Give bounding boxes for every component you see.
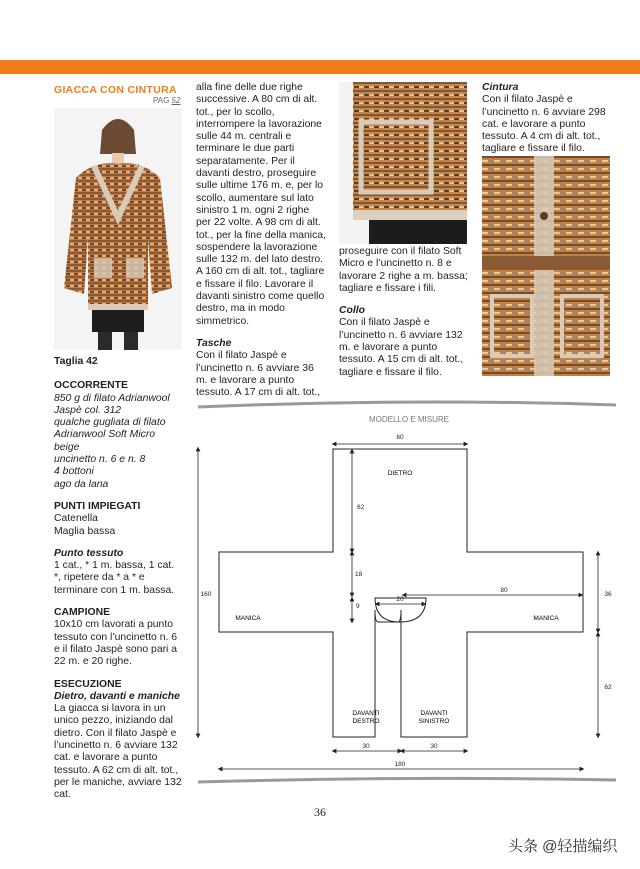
- label-davanti-destro-1: DAVANTI: [352, 710, 380, 717]
- label-davanti-sinistro-2: SINISTRO: [418, 718, 450, 725]
- instructions-column-2: [196, 82, 326, 399]
- cintura-heading: Cintura: [482, 82, 519, 93]
- tasche-heading: Tasche: [196, 337, 232, 349]
- instructions-column-3: [339, 246, 469, 379]
- collo-text: Con il filato Jaspè e l’uncinetto n. 6 avviare 132 m. e lavorare a punto tessuto. A 15 cm di alt. tot., tagliare e fissare il filo.: [339, 317, 464, 378]
- esecuzione-subheading: Dietro, davanti e maniche: [54, 690, 180, 702]
- punti-line: Catenella: [54, 513, 98, 525]
- pattern-diagram: [0, 392, 640, 792]
- watermark: 头条 @轻描编织: [508, 838, 618, 855]
- occorrente-line: 4 bottoni: [54, 466, 94, 478]
- dim-back-height: 62: [357, 504, 365, 511]
- cintura-text: Con il filato Jaspè e l’uncinetto n. 6 avviare 298 cat. e lavorare a punto tessuto. A 4 cm di alt. tot., tagliare e fissare il filo.: [482, 94, 606, 155]
- dim-neck-depth: 18: [355, 571, 363, 578]
- bottom-brush-stroke: [198, 778, 616, 782]
- dim-top-width: 60: [396, 434, 404, 441]
- occorrente-line: Jaspè col. 312: [54, 404, 122, 416]
- occorrente-line: qualche gugliata di filato: [54, 417, 166, 429]
- esecuzione-text: La giacca si lavora in un unico pezzo, iniziando dal dietro. Con il filato Jaspè e l’uncinetto n. 6 avviare 132 cat. e lavorare a punto tessuto. A 62 cm di alt. tot., per le maniche, avviare 132 cat.: [54, 703, 182, 801]
- label-davanti-sinistro-1: DAVANTI: [420, 710, 448, 717]
- tasche-text: Con il filato Jaspè e l’uncinetto n. 6 avviare 36 m. e lavorare a punto tessuto. A 17 cm di alt. tot.,: [196, 350, 321, 399]
- label-manica-left: MANICA: [235, 615, 261, 622]
- top-accent-bar: [0, 60, 640, 74]
- punto-tessuto-heading: Punto tessuto: [54, 547, 124, 559]
- label-dietro: DIETRO: [387, 470, 413, 477]
- label-davanti-destro-2: DESTRO: [352, 718, 380, 725]
- dim-neck-9: 9: [356, 603, 360, 610]
- dim-total-height: 160: [200, 591, 212, 598]
- occorrente-heading: OCCORRENTE: [54, 380, 128, 392]
- collo-heading: Collo: [339, 305, 365, 317]
- occorrente-line: ago da lana: [54, 478, 109, 490]
- pocket-detail-photo: [339, 82, 467, 244]
- model-photo: [54, 108, 182, 350]
- campione-text: 10x10 cm lavorati a punto tessuto con l’uncinetto n. 6 e il filato Jaspè sono pari a 22 m. e 20 righe.: [54, 619, 178, 668]
- dim-total-width: 180: [394, 761, 406, 768]
- occorrente-line: 850 g di filato Adrianwool: [54, 392, 170, 404]
- dim-front-height: 62: [604, 684, 612, 691]
- dim-sleeve-height: 36: [604, 591, 612, 598]
- page-reference: PAG 52: [153, 96, 181, 105]
- punti-line: Maglia bassa: [54, 525, 116, 537]
- dim-front-left-width: 30: [362, 743, 370, 750]
- body-text: alla fine delle due righe successive. A 80 cm di alt. tot., per lo scollo, interrompere la lavorazione sulle 44 m. centrali e terminare le due parti separatamente. Per il davanti destro, proseguire sulle ultime 176 m. e, per lo scollo, aumentare sul lato sinistro 1 m. ogni 2 righe per 22 volte. A 98 cm di alt. tot., per la fine della manica, sospendere la lavorazione sulle 132 m. del lato destro. A 160 cm di alt. tot., tagliare e fissare il filo. Lavorare il davanti sinistro come quello destro, ma in modo simmetrico.: [196, 82, 326, 327]
- campione-heading: CAMPIONE: [54, 607, 110, 619]
- top-brush-stroke: [198, 402, 616, 407]
- punto-tessuto-text: 1 cat., * 1 m. bassa, 1 cat. *, ripetere da * a * e terminare con 1 m. bassa.: [54, 560, 175, 596]
- body-text: proseguire con il filato Soft Micro e l’uncinetto n. 8 e lavorare 2 righe a m. bassa; tagliare e fissare i fili.: [339, 246, 468, 294]
- occorrente-line: Adrianwool Soft Micro beige: [54, 429, 156, 453]
- occorrente-line: uncinetto n. 6 e n. 8: [54, 454, 146, 466]
- diagram-title: MODELLO E MISURE: [368, 415, 450, 424]
- label-manica-right: MANICA: [533, 615, 559, 622]
- belt-detail-photo: [482, 156, 610, 376]
- dim-sleeve-length: 80: [500, 587, 508, 594]
- page-number: 36: [314, 805, 326, 819]
- page-title: GIACCA CON CINTURA: [54, 84, 177, 96]
- dim-neck-width: 20: [396, 596, 404, 603]
- esecuzione-heading: ESECUZIONE: [54, 678, 122, 690]
- dim-front-right-width: 30: [430, 743, 438, 750]
- instructions-column-4: [482, 82, 612, 156]
- size-label: Taglia 42: [54, 356, 98, 367]
- punti-heading: PUNTI IMPIEGATI: [54, 500, 141, 512]
